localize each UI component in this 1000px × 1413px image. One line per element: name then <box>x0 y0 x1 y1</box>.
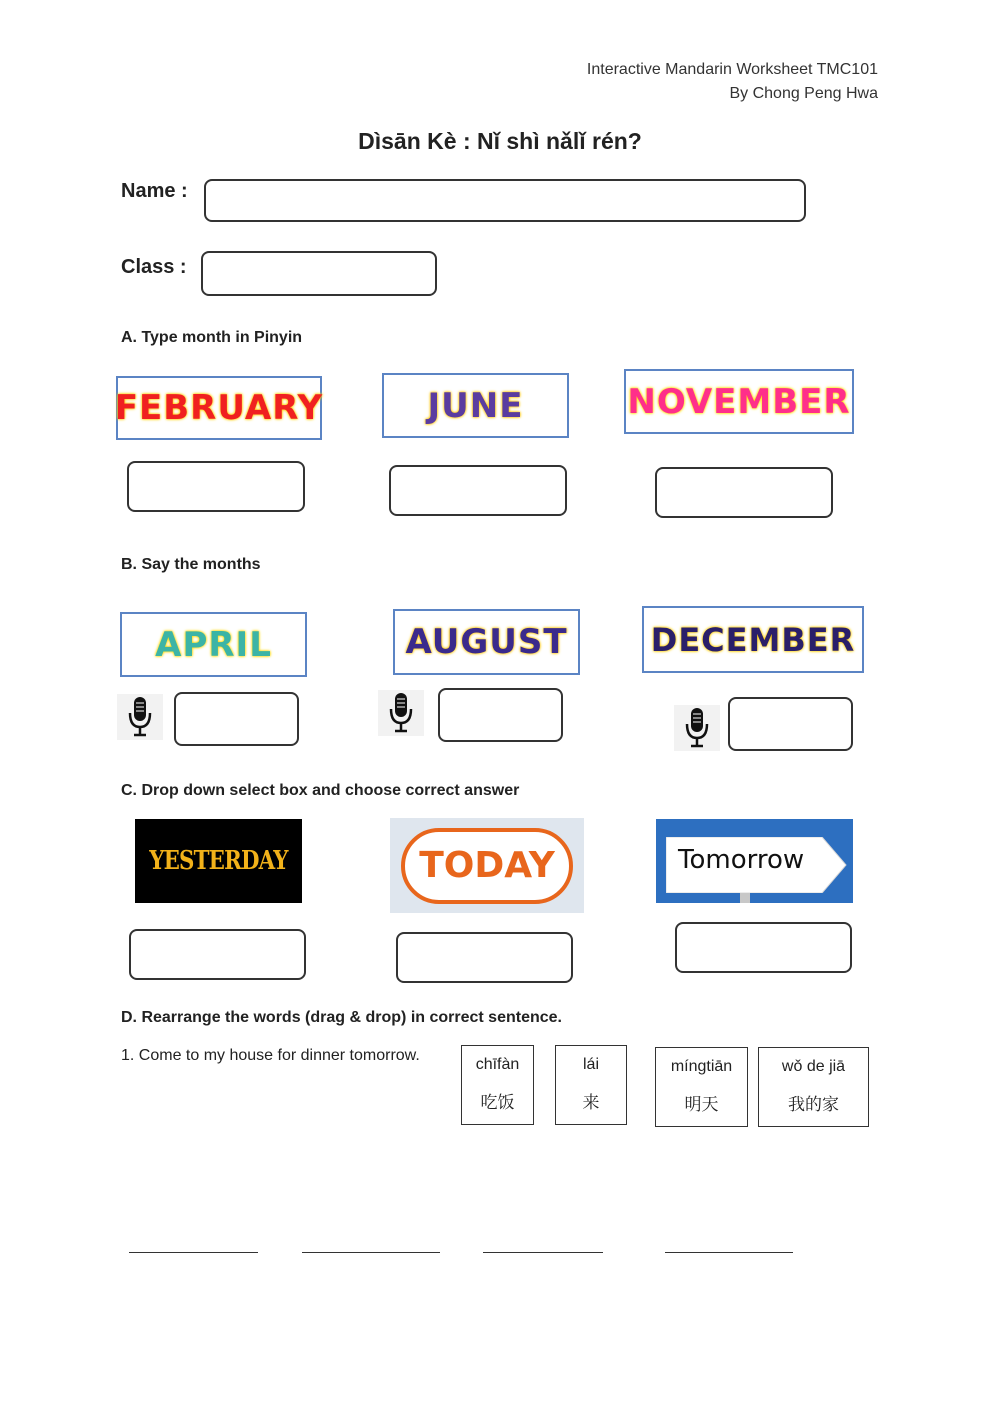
class-label: Class : <box>121 256 187 278</box>
answer-slot-2[interactable] <box>302 1252 440 1253</box>
name-input[interactable] <box>204 179 806 222</box>
word-hanzi: 我的家 <box>788 1095 839 1115</box>
speak-input-april[interactable] <box>174 692 299 746</box>
month-card-december: DECEMBER <box>642 606 864 673</box>
month-card-august: AUGUST <box>393 609 580 675</box>
pinyin-input-february[interactable] <box>127 461 305 512</box>
sentence-prompt: 1. Come to my house for dinner tomorrow. <box>121 1047 420 1064</box>
microphone-icon[interactable] <box>674 705 720 751</box>
word-pinyin: míngtiān <box>670 1058 733 1075</box>
select-today[interactable] <box>396 932 573 983</box>
speak-input-august[interactable] <box>438 688 563 742</box>
section-d-heading: D. Rearrange the words (drag & drop) in correct sentence. <box>121 1009 562 1026</box>
tomorrow-image <box>656 819 853 903</box>
month-card-june: JUNE <box>382 373 569 438</box>
page-title: Dìsān Kè : Nǐ shì nǎlǐ rén? <box>358 128 642 154</box>
word-hanzi: 来 <box>582 1093 600 1113</box>
speak-input-december[interactable] <box>728 697 853 751</box>
month-card-november: NOVEMBER <box>624 369 854 434</box>
answer-slot-3[interactable] <box>483 1252 603 1253</box>
pinyin-input-november[interactable] <box>655 467 833 518</box>
select-yesterday[interactable] <box>129 929 306 980</box>
answer-slot-1[interactable] <box>129 1252 258 1253</box>
yesterday-text: YESTERDAY <box>149 846 288 876</box>
today-text: TODAY <box>419 845 555 886</box>
pinyin-input-june[interactable] <box>389 465 567 516</box>
word-hanzi: 明天 <box>684 1095 719 1115</box>
today-image <box>390 818 584 913</box>
answer-slot-4[interactable] <box>665 1252 793 1253</box>
microphone-icon[interactable] <box>378 690 424 736</box>
worksheet-code: Interactive Mandarin Worksheet TMC101 <box>586 61 878 78</box>
microphone-icon[interactable] <box>117 694 163 740</box>
word-tile-mingtian[interactable] <box>655 1047 748 1127</box>
author-line: By Chong Peng Hwa <box>729 85 878 102</box>
section-a-heading: A. Type month in Pinyin <box>121 329 303 346</box>
word-hanzi: 吃饭 <box>480 1093 515 1113</box>
word-tile-wodejia[interactable] <box>758 1047 869 1127</box>
select-tomorrow[interactable] <box>675 922 852 973</box>
section-b-heading: B. Say the months <box>121 556 261 573</box>
tomorrow-text: Tomorrow <box>678 845 805 875</box>
yesterday-image <box>135 819 302 903</box>
month-card-april: APRIL <box>120 612 307 677</box>
word-pinyin: chīfàn <box>475 1056 520 1073</box>
word-tile-lai[interactable] <box>555 1045 627 1125</box>
word-tile-chifan[interactable] <box>461 1045 534 1125</box>
month-card-february: FEBRUARY <box>116 376 322 440</box>
word-pinyin: wǒ de jiā <box>781 1058 846 1075</box>
class-input[interactable] <box>201 251 437 296</box>
section-c-heading: C. Drop down select box and choose correct answer <box>121 782 520 799</box>
word-pinyin: lái <box>582 1056 599 1073</box>
name-label: Name : <box>121 180 188 202</box>
